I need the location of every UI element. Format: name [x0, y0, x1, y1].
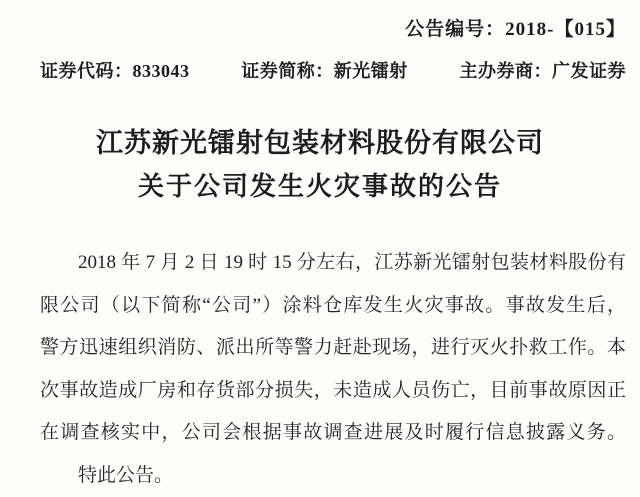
sponsor-broker-value: 广发证券 — [552, 61, 626, 81]
securities-short-name-label: 证券简称： — [241, 61, 334, 81]
body-line-5: 在调查核实中，公司会根据事故调查进展及时履行信息披露义务。 — [40, 422, 626, 443]
securities-short-name — [241, 58, 408, 84]
body-line-3: 警方迅速组织消防、派出所等警力赶赴现场，进行灭火扑救工作。本 — [40, 337, 626, 358]
announcement-title: 关于公司发生火灾事故的公告 — [137, 172, 502, 201]
body-paragraph — [40, 242, 626, 455]
announcement-number: 公告编号：2018-【015】 — [405, 19, 626, 40]
securities-code-label: 证券代码： — [40, 61, 133, 81]
closing-line: 特此公告。 — [78, 464, 174, 486]
body-line-2: 限公司（以下简称“公司”）涂料仓库发生火灾事故。事故发生后， — [40, 294, 626, 316]
company-name-title: 江苏新光镭射包装材料股份有限公司 — [96, 128, 544, 158]
securities-short-name-value: 新光镭射 — [333, 61, 408, 81]
sponsor-broker-label: 主办券商： — [459, 61, 552, 81]
securities-code — [40, 58, 190, 84]
body-line-1: 2018 年 7 月 2 日 19 时 15 分左右，江苏新光镭射包装材料股份有 — [78, 252, 626, 273]
securities-info-row — [40, 58, 626, 84]
securities-code-value: 833043 — [132, 61, 190, 81]
body-line-4: 次事故造成厂房和存货部分损失，未造成人员伤亡，目前事故原因正 — [40, 379, 626, 401]
sponsor-broker — [460, 58, 627, 84]
